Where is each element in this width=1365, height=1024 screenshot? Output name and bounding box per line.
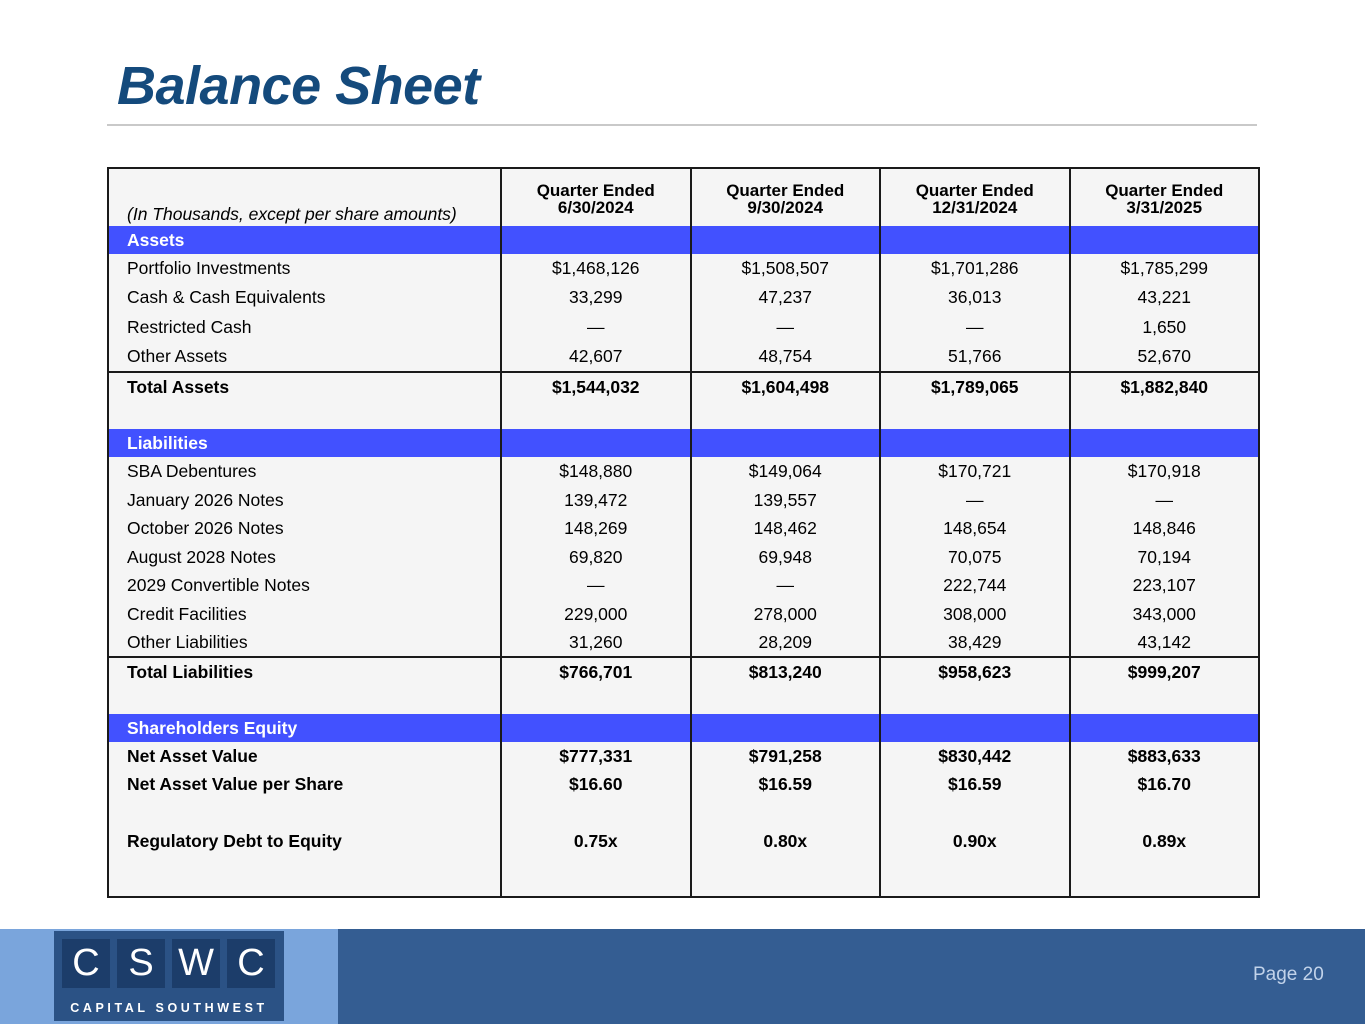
logo-letter: C (227, 939, 275, 988)
table-row (108, 486, 1259, 514)
table-row (108, 543, 1259, 571)
company-logo (54, 931, 284, 1021)
row-label: Regulatory Debt to Equity (127, 830, 342, 851)
cell-value: 223,107 (1070, 571, 1260, 600)
cell-value: 0.80x (691, 827, 881, 855)
cell-value: $1,785,299 (1070, 254, 1260, 282)
cell-value: 148,654 (880, 514, 1070, 543)
cell-value: $16.70 (1070, 770, 1260, 799)
row-label: 2029 Convertible Notes (127, 575, 310, 595)
title-divider (107, 124, 1257, 126)
cell-value: 343,000 (1070, 600, 1260, 628)
cell-value: $777,331 (501, 742, 691, 770)
logo-letter: C (62, 939, 110, 988)
row-label: SBA Debentures (127, 461, 257, 481)
cell-value: 0.90x (880, 827, 1070, 855)
cell-value: 31,260 (501, 628, 691, 657)
cell-value: — (880, 312, 1070, 342)
cell-value: 139,557 (691, 486, 881, 514)
row-label: Portfolio Investments (127, 257, 291, 278)
cell-value: 222,744 (880, 571, 1070, 600)
logo-letter: S (117, 939, 165, 988)
cell-value: 0.75x (501, 827, 691, 855)
row-label: Credit Facilities (127, 603, 247, 624)
spacer-row (108, 799, 1259, 827)
cell-value: $1,789,065 (880, 372, 1070, 429)
cell-value: $1,701,286 (880, 254, 1070, 282)
table-row (108, 600, 1259, 628)
row-label: Other Assets (127, 346, 228, 366)
section-label: Assets (108, 226, 501, 254)
cell-value: 148,462 (691, 514, 881, 543)
cell-value: 278,000 (691, 600, 881, 628)
cell-value: — (691, 312, 881, 342)
page-title: Balance Sheet (117, 56, 480, 116)
table-row (108, 770, 1259, 799)
cell-value: 148,846 (1070, 514, 1260, 543)
cell-value: — (880, 486, 1070, 514)
row-label: Net Asset Value per Share (127, 774, 344, 794)
cell-value: 69,948 (691, 543, 881, 571)
row-label: Net Asset Value (127, 745, 258, 766)
section-header-assets (108, 226, 1259, 254)
section-label: Liabilities (108, 429, 501, 457)
cell-value: — (501, 312, 691, 342)
spacer-row (108, 855, 1259, 897)
row-label: Cash & Cash Equivalents (127, 286, 326, 307)
cell-value: 70,075 (880, 543, 1070, 571)
cell-value: 38,429 (880, 628, 1070, 657)
row-label: January 2026 Notes (127, 489, 284, 510)
cell-value: 33,299 (501, 282, 691, 312)
footer-right-band (338, 929, 1365, 1024)
cell-value: $999,207 (1070, 657, 1260, 714)
table-row (108, 628, 1259, 657)
logo-subtitle: CAPITAL SOUTHWEST (70, 1001, 268, 1015)
cell-value: $16.59 (880, 770, 1070, 799)
row-label: Other Liabilities (127, 631, 248, 652)
cell-value: $149,064 (691, 457, 881, 486)
cell-value: $958,623 (880, 657, 1070, 714)
column-header: Quarter Ended 9/30/2024 (691, 168, 881, 226)
cell-value: $791,258 (691, 742, 881, 770)
cell-value: 42,607 (501, 342, 691, 372)
logo-letter: W (172, 939, 220, 988)
units-note: (In Thousands, except per share amounts) (127, 204, 457, 224)
row-label: Total Liabilities (108, 657, 501, 714)
table-row (108, 457, 1259, 486)
cell-value: $883,633 (1070, 742, 1260, 770)
cell-value: $1,508,507 (691, 254, 881, 282)
cell-value: $1,882,840 (1070, 372, 1260, 429)
cell-value: — (691, 571, 881, 600)
cell-value: 36,013 (880, 282, 1070, 312)
cell-value: $16.59 (691, 770, 881, 799)
cell-value: $170,721 (880, 457, 1070, 486)
cell-value: — (1070, 486, 1260, 514)
table-row (108, 254, 1259, 282)
table-row (108, 514, 1259, 543)
cell-value: 51,766 (880, 342, 1070, 372)
cell-value: $148,880 (501, 457, 691, 486)
column-header: Quarter Ended 3/31/2025 (1070, 168, 1260, 226)
cell-value: 43,221 (1070, 282, 1260, 312)
cell-value: 1,650 (1070, 312, 1260, 342)
row-label: August 2028 Notes (127, 546, 276, 567)
row-label: October 2026 Notes (127, 518, 284, 538)
cell-value: $1,468,126 (501, 254, 691, 282)
total-liabilities-row (108, 657, 1259, 714)
header-row (108, 168, 1259, 226)
table-row (108, 827, 1259, 855)
cell-value: 28,209 (691, 628, 881, 657)
cell-value: 47,237 (691, 282, 881, 312)
section-header-liabilities (108, 429, 1259, 457)
cell-value: 43,142 (1070, 628, 1260, 657)
cell-value: $16.60 (501, 770, 691, 799)
cell-value: $1,604,498 (691, 372, 881, 429)
section-header-equity (108, 714, 1259, 742)
cell-value: $170,918 (1070, 457, 1260, 486)
cell-value: 0.89x (1070, 827, 1260, 855)
cell-value: $1,544,032 (501, 372, 691, 429)
row-label: Restricted Cash (127, 316, 252, 337)
balance-sheet-table (107, 167, 1260, 898)
cell-value: 52,670 (1070, 342, 1260, 372)
cell-value: $813,240 (691, 657, 881, 714)
cell-value: 69,820 (501, 543, 691, 571)
cell-value: 70,194 (1070, 543, 1260, 571)
section-label: Shareholders Equity (108, 714, 501, 742)
cell-value: 139,472 (501, 486, 691, 514)
table-row (108, 342, 1259, 372)
cell-value: 308,000 (880, 600, 1070, 628)
cell-value: 229,000 (501, 600, 691, 628)
table-row (108, 312, 1259, 342)
cell-value: — (501, 571, 691, 600)
cell-value: $830,442 (880, 742, 1070, 770)
table-row (108, 282, 1259, 312)
row-label: Total Assets (108, 372, 501, 429)
table-row (108, 571, 1259, 600)
cell-value: 48,754 (691, 342, 881, 372)
cell-value: 148,269 (501, 514, 691, 543)
cell-value: $766,701 (501, 657, 691, 714)
column-header: Quarter Ended 12/31/2024 (880, 168, 1070, 226)
total-assets-row (108, 372, 1259, 429)
column-header: Quarter Ended 6/30/2024 (501, 168, 691, 226)
page-number: Page 20 (1253, 964, 1324, 985)
table-row (108, 742, 1259, 770)
